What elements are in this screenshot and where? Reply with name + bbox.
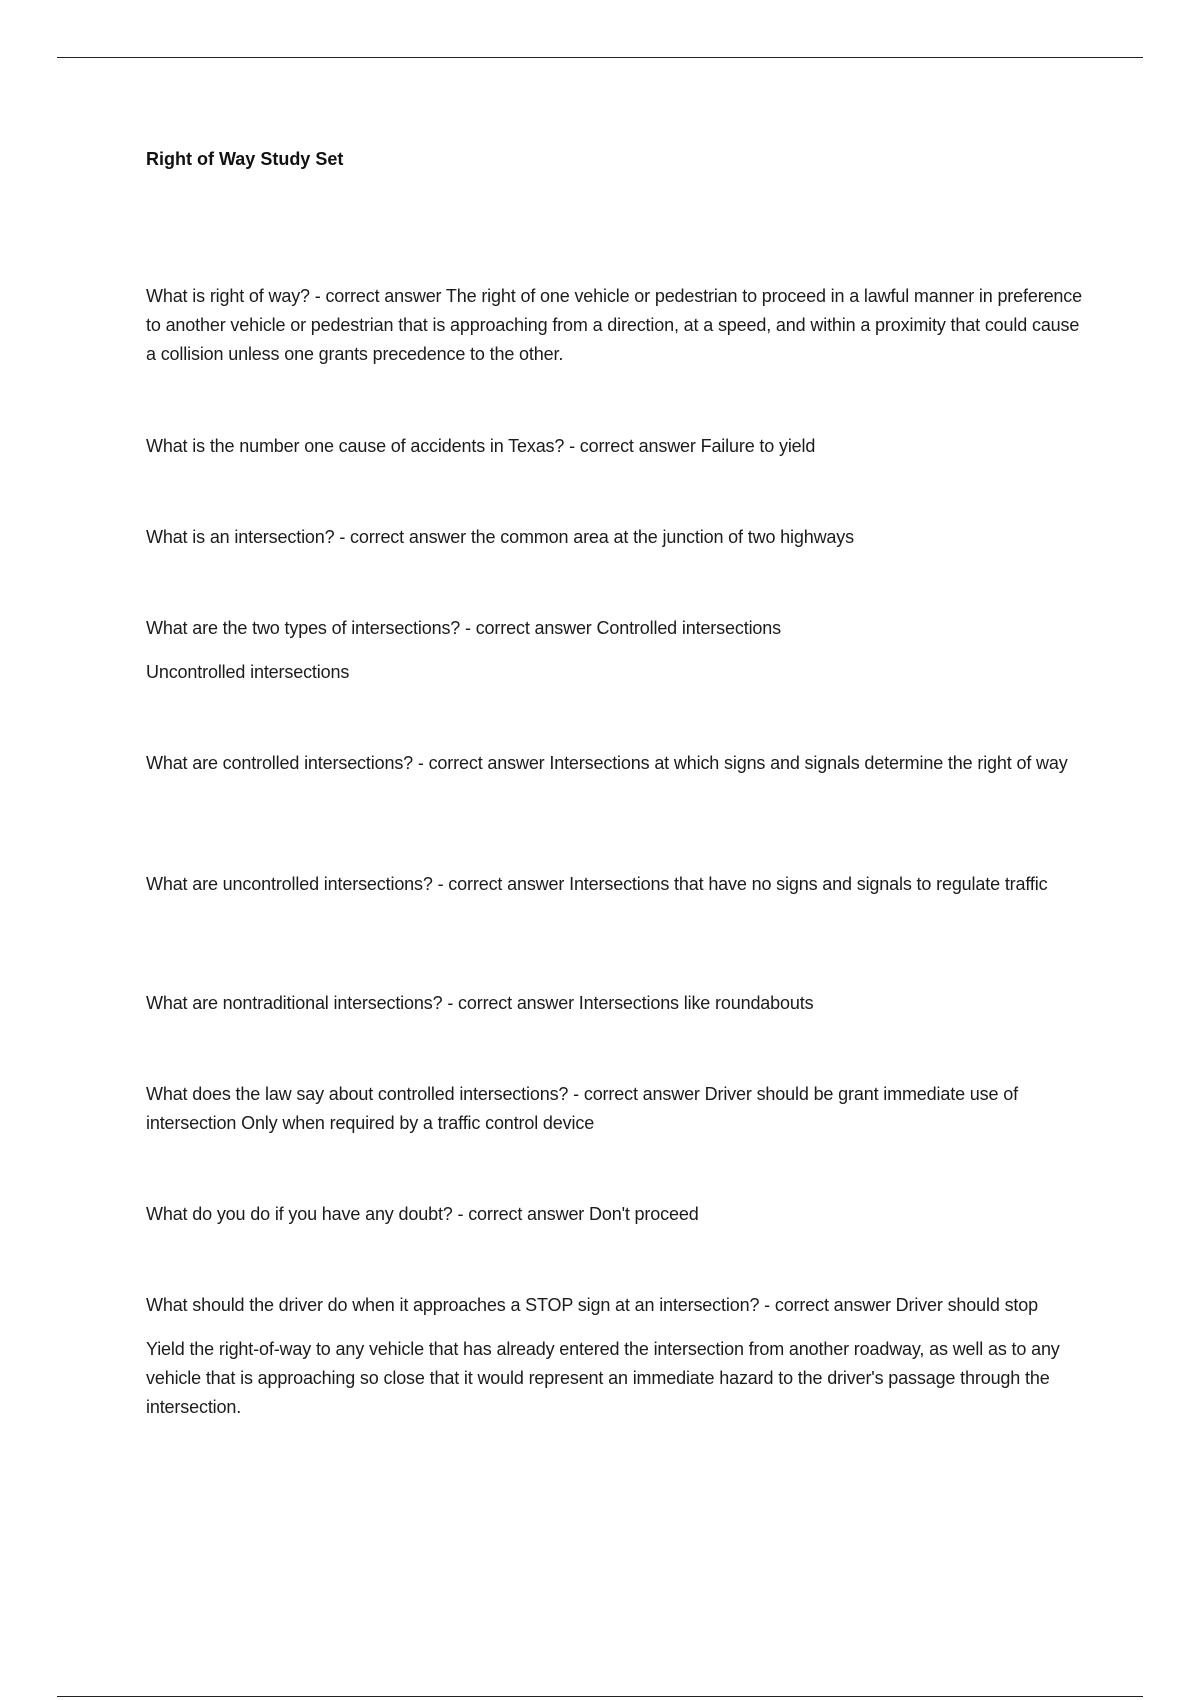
qa-item-intersection-types <box>146 614 1091 687</box>
qa-text: What does the law say about controlled intersections? - correct answer Driver should be grant immediate use of intersection Only when required by a traffic control device <box>146 1084 1018 1133</box>
qa-item-intersection <box>146 523 1091 552</box>
qa-item-doubt <box>146 1200 1091 1229</box>
qa-text: What are nontraditional intersections? - correct answer Intersections like roundabouts <box>146 993 814 1013</box>
qa-text-continued: Yield the right-of-way to any vehicle that has already entered the intersection from another roadway, as well as to any vehicle that is approaching so close that it would represent an immediate hazard to the driver's passage through the intersection. <box>146 1339 1060 1417</box>
footer-rule <box>57 1696 1143 1697</box>
qa-text: What are the two types of intersections? - correct answer Controlled intersections <box>146 618 781 638</box>
qa-item-law-controlled <box>146 1080 1091 1138</box>
qa-text: What are uncontrolled intersections? - correct answer Intersections that have no signs and signals to regulate traffic <box>146 874 1048 894</box>
qa-item-controlled <box>146 749 1091 778</box>
header-rule <box>57 57 1143 58</box>
qa-text: What is an intersection? - correct answer the common area at the junction of two highways <box>146 527 854 547</box>
qa-text: What should the driver do when it approaches a STOP sign at an intersection? - correct answer Driver should stop <box>146 1295 1038 1315</box>
qa-item-uncontrolled <box>146 870 1091 899</box>
qa-item-nontraditional <box>146 989 1091 1018</box>
qa-item-accident-cause <box>146 432 1091 461</box>
qa-text: What is right of way? - correct answer The right of one vehicle or pedestrian to proceed in a lawful manner in preference to another vehicle or pedestrian that is approaching from a direction, at a speed, and within a proximity that could cause a collision unless one grants precedence to the other. <box>146 286 1083 364</box>
qa-item-stop-sign <box>146 1291 1091 1422</box>
document-title: Right of Way Study Set <box>146 149 344 169</box>
qa-text-continued: Uncontrolled intersections <box>146 662 350 682</box>
qa-item-right-of-way <box>146 282 1091 369</box>
qa-text: What do you do if you have any doubt? - correct answer Don't proceed <box>146 1204 699 1224</box>
qa-text: What are controlled intersections? - correct answer Intersections at which signs and signals determine the right of way <box>146 753 1068 773</box>
qa-text: What is the number one cause of accidents in Texas? - correct answer Failure to yield <box>146 436 816 456</box>
